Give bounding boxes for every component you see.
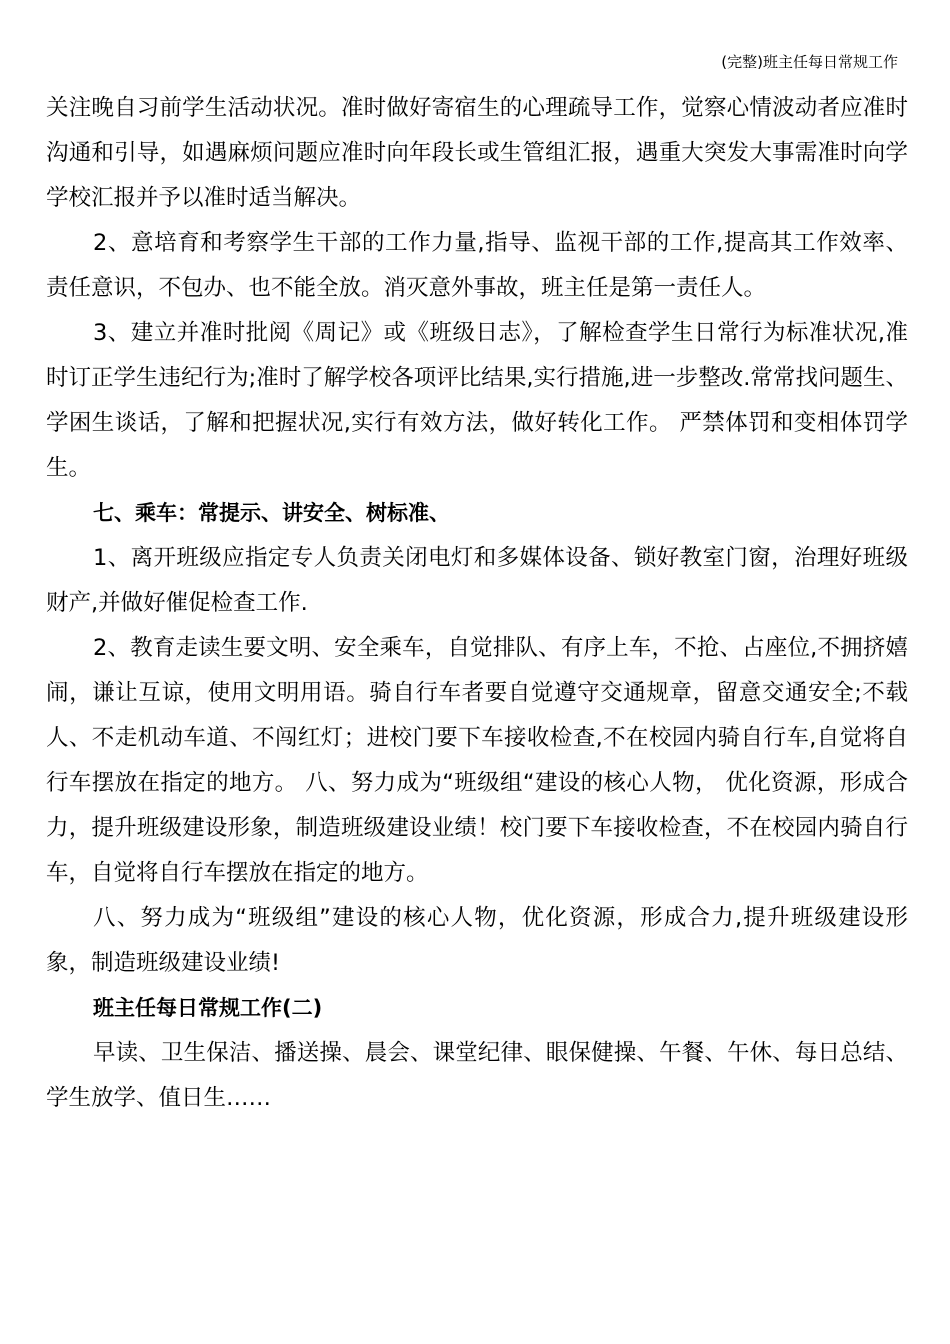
section-heading-commute: 七、乘车：常提示、讲安全、树标准、 <box>93 501 450 525</box>
paragraph-commuting-safety: 2、教育走读生要文明、安全乘车，自觉排队、有序上车，不抢、占座位,不拥挤嬉闹，谦让互谅，使用文明用语。骑自行车者要自觉遵守交通规章，留意交通安全;不载人、不走机动车道、不闯红灯；进校门要下车接收检查,不在校园内骑自行车,自觉将自行车摆放在指定的地方。 八、努力成为“班级组“建设的核心人物， 优化资源，形成合力，提升班级建设形象，制造班级建设业绩！校门要下车接收检查，不在校园内骑自行车，自觉将自行车摆放在指定的地方。 <box>46 635 908 886</box>
paragraph-daily-routine-list: 早读、卫生保洁、播送操、晨会、课堂纪律、眼保健操、午餐、午休、每日总结、学生放学、值日生…… <box>46 1040 908 1111</box>
paragraph-evening-study: 关注晚自习前学生活动状况。准时做好寄宿生的心理疏导工作，觉察心情波动者应准时沟通和引导，如遇麻烦问题应准时向年段长或生管组汇报，遇重大突发大事需准时向学学校汇报并予以准时适当解决。 <box>46 95 908 211</box>
paragraph-weekly-journal: 3、建立并准时批阅《周记》或《班级日志》，了解检查学生日常行为标准状况,准时订正学生违纪行为;准时了解学校各项评比结果,实行措施,进一步整改.常常找问题生、学困生谈话，了解和把握状况,实行有效方法，做好转化工作。 严禁体罚和变相体罚学生。 <box>46 320 908 481</box>
paragraph-student-cadres: 2、意培育和考察学生干部的工作力量,指导、监视干部的工作,提高其工作效率、责任意识，不包办、也不能全放。消灭意外事故，班主任是第一责任人。 <box>46 230 908 301</box>
paragraph-core-figure: 八、努力成为“班级组”建设的核心人物，优化资源，形成合力,提升班级建设形象，制造班级建设业绩! <box>46 905 908 976</box>
section-heading-daily-work-2: 班主任每日常规工作(二) <box>93 996 323 1020</box>
document-body <box>46 86 908 1121</box>
paragraph-leaving-class: 1、离开班级应指定专人负责关闭电灯和多媒体设备、锁好教室门窗，治理好班级财产,并做好催促检查工作. <box>46 545 908 616</box>
running-header: (完整)班主任每日常规工作 <box>721 53 898 71</box>
